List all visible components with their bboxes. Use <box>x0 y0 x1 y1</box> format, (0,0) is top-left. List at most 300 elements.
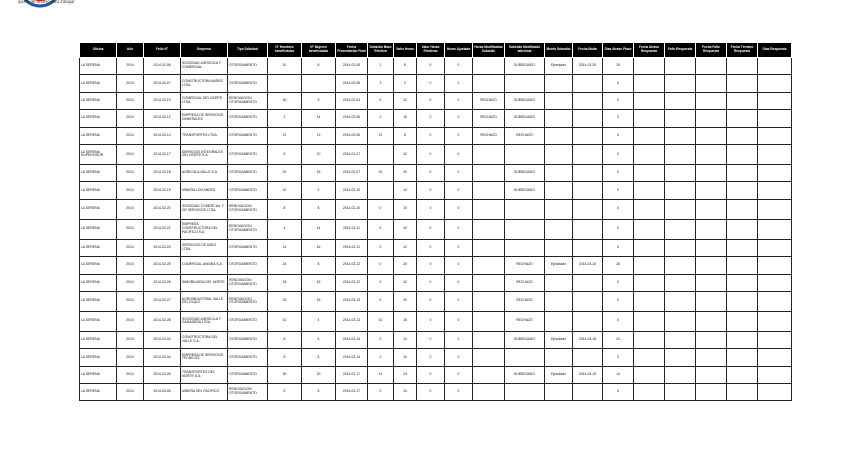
table-cell: SUBSIDIADO <box>505 182 545 199</box>
table-cell: LA SERENA <box>80 366 117 383</box>
table-cell <box>727 291 758 311</box>
table-cell <box>573 92 603 109</box>
table-cell: 0 <box>417 291 445 311</box>
table-cell <box>505 349 545 366</box>
table-cell <box>727 92 758 109</box>
table-cell: 18 <box>268 274 302 291</box>
table-cell: 24 <box>394 366 417 383</box>
table-cell <box>727 199 758 219</box>
table-cell <box>573 127 603 144</box>
table-cell: 32 <box>268 291 302 311</box>
table-cell: 2014-03-03 <box>144 331 181 348</box>
table-cell: 8 <box>302 384 336 401</box>
table-row <box>80 219 792 239</box>
table-cell <box>473 75 505 92</box>
table-cell <box>545 291 573 311</box>
table-cell <box>665 311 696 331</box>
table-cell: 0 <box>445 366 473 383</box>
table-cell <box>665 291 696 311</box>
table-cell: 2014-02-04 <box>336 92 368 109</box>
table-cell: 2014-02-10 <box>144 92 181 109</box>
table-cell <box>727 219 758 239</box>
table-cell <box>696 366 727 383</box>
table-cell <box>473 199 505 219</box>
table-cell: 8 <box>302 349 336 366</box>
table-cell <box>545 311 573 331</box>
table-header-row <box>80 43 792 58</box>
column-header: Días Atraso Plazo <box>603 43 634 58</box>
column-header: Año <box>117 43 144 58</box>
table-cell: 8 <box>394 127 417 144</box>
column-header: Fecha Presentación Final <box>336 43 368 58</box>
table-cell: 2014 <box>117 291 144 311</box>
table-cell <box>727 182 758 199</box>
table-cell <box>505 75 545 92</box>
table-cell <box>634 291 665 311</box>
table-cell <box>302 75 336 92</box>
table-cell: 14 <box>603 366 634 383</box>
table-cell <box>665 349 696 366</box>
table-cell: 40 <box>268 92 302 109</box>
table-cell: 12 <box>394 144 417 164</box>
table-cell: 2014-02-20 <box>573 58 603 75</box>
table-cell <box>368 182 394 199</box>
table-cell <box>727 58 758 75</box>
table-cell: 0 <box>368 291 394 311</box>
table-cell: 2014-02-14 <box>336 349 368 366</box>
table-cell: OTORGAMIENTO <box>228 58 268 75</box>
column-header: Días Respuesta <box>758 43 792 58</box>
table-cell: 0 <box>417 182 445 199</box>
table-cell <box>696 311 727 331</box>
table-row <box>80 127 792 144</box>
table-cell <box>473 144 505 164</box>
table-cell <box>473 239 505 256</box>
table-cell: SUBSIDIADO <box>505 164 545 181</box>
table-cell <box>505 199 545 219</box>
table-cell: 0 <box>417 257 445 274</box>
table-cell <box>696 349 727 366</box>
table-cell <box>545 274 573 291</box>
table-cell <box>665 384 696 401</box>
table-cell <box>634 127 665 144</box>
table-cell <box>634 164 665 181</box>
table-cell: 20 <box>394 291 417 311</box>
table-cell <box>634 219 665 239</box>
table-cell: RENOVACION OTORGAMIENTO <box>228 92 268 109</box>
table-cell: SUBSIDIADO <box>505 331 545 348</box>
table-cell <box>727 239 758 256</box>
table-body <box>80 58 792 401</box>
table-cell: 2014-02-07 <box>336 164 368 181</box>
table-cell: 20 <box>394 257 417 274</box>
table-cell: 20 <box>394 164 417 181</box>
table-cell <box>634 144 665 164</box>
table-cell: 10 <box>268 311 302 331</box>
table-cell: 0 <box>603 144 634 164</box>
table-cell: 2014-02-28 <box>144 311 181 331</box>
table-cell <box>665 110 696 127</box>
table-cell: 2014-02-12 <box>336 257 368 274</box>
table-cell <box>758 164 792 181</box>
table-cell: 10 <box>368 311 394 331</box>
table-cell: 0 <box>445 331 473 348</box>
table-cell <box>634 331 665 348</box>
table-cell: 0 <box>368 199 394 219</box>
table-cell: 0 <box>368 219 394 239</box>
table-cell: 0 <box>368 110 394 127</box>
table-cell <box>545 182 573 199</box>
table-cell <box>696 257 727 274</box>
table-cell: 2014 <box>117 92 144 109</box>
table-cell: 2014-02-14 <box>144 127 181 144</box>
table-cell: EMPRESA DE SERVICIOS GENERALES <box>181 110 228 127</box>
table-cell: OTORGAMIENTO <box>228 144 268 164</box>
table-cell: 2014 <box>117 199 144 219</box>
table-row <box>80 164 792 181</box>
table-cell <box>368 144 394 164</box>
table-cell: 2014 <box>117 75 144 92</box>
table-cell: 14 <box>302 219 336 239</box>
table-cell: 2014 <box>117 366 144 383</box>
table-cell <box>505 219 545 239</box>
table-cell <box>268 75 302 92</box>
table-cell: 2014-02-13 <box>336 291 368 311</box>
table-cell: 0 <box>368 331 394 348</box>
table-cell: 10 <box>394 219 417 239</box>
table-cell: 2014-02-13 <box>336 311 368 331</box>
table-cell: 2014-02-27 <box>144 291 181 311</box>
table-cell: EMPRESA CONSTRUCTORA DEL PACIFICO S.A. <box>181 219 228 239</box>
table-row <box>80 182 792 199</box>
table-cell <box>758 257 792 274</box>
table-cell: LA SERENA <box>80 182 117 199</box>
table-row <box>80 274 792 291</box>
table-cell <box>696 92 727 109</box>
table-cell <box>473 331 505 348</box>
table-cell: 0 <box>417 239 445 256</box>
table-cell: OTORGAMIENTO <box>228 349 268 366</box>
table-cell: RECHAZO <box>473 92 505 109</box>
table-cell <box>545 239 573 256</box>
table-cell: LA SERENA <box>80 239 117 256</box>
table-cell: 0 <box>445 239 473 256</box>
table-cell <box>696 384 727 401</box>
table-cell: CONSTRUCTORA ANDES LTDA. <box>181 75 228 92</box>
table-cell: 2014-03-06 <box>144 384 181 401</box>
table-cell <box>545 219 573 239</box>
table-cell: OTORGAMIENTO <box>228 164 268 181</box>
table-cell: 8 <box>268 331 302 348</box>
table-cell <box>545 199 573 219</box>
table-cell: SUBSIDIADO <box>505 58 545 75</box>
table-cell: 2014-02-07 <box>336 144 368 164</box>
table-cell <box>473 182 505 199</box>
table-cell: 0 <box>603 110 634 127</box>
table-cell: 20 <box>268 164 302 181</box>
table-cell <box>473 366 505 383</box>
table-cell: 0 <box>445 58 473 75</box>
table-cell: 0 <box>417 311 445 331</box>
table-cell: RECHAZO <box>505 311 545 331</box>
table-cell: 2014-02-05 <box>336 58 368 75</box>
table-cell <box>634 366 665 383</box>
table-cell <box>473 219 505 239</box>
table-cell: AGRICOLA VALLE S.A. <box>181 164 228 181</box>
table-cell <box>758 349 792 366</box>
column-header: Fecha Fallo Respuesta <box>696 43 727 58</box>
table-cell: OTORGAMIENTO <box>228 127 268 144</box>
table-cell: 0 <box>417 349 445 366</box>
table-cell <box>758 58 792 75</box>
table-cell <box>505 144 545 164</box>
table-cell: SERVICIOS DE ASEO LTDA. <box>181 239 228 256</box>
table-cell: 0 <box>417 75 445 92</box>
column-header: Horas Ajustada <box>445 43 473 58</box>
table-cell: SUBSIDIADO <box>505 110 545 127</box>
table-cell: 0 <box>445 199 473 219</box>
table-cell <box>696 182 727 199</box>
table-cell <box>727 274 758 291</box>
table-cell: 6 <box>302 331 336 348</box>
table-cell <box>727 127 758 144</box>
table-cell: 5 <box>268 384 302 401</box>
table-cell <box>634 92 665 109</box>
table-cell: LA SERENA <box>80 349 117 366</box>
table-cell <box>758 92 792 109</box>
table-cell: SUBSIDIADO <box>505 92 545 109</box>
table-cell: LA SERENA <box>80 127 117 144</box>
table-cell: 2014 <box>117 239 144 256</box>
table-cell: 2014-02-24 <box>144 239 181 256</box>
table-cell: 2014-02-25 <box>144 257 181 274</box>
table-cell: 0 <box>445 311 473 331</box>
table-cell <box>696 219 727 239</box>
table-cell <box>634 311 665 331</box>
column-header: Folio N° <box>144 43 181 58</box>
table-cell: 8 <box>268 199 302 219</box>
table-cell: 4 <box>268 219 302 239</box>
table-cell <box>573 219 603 239</box>
table-cell: 14 <box>302 110 336 127</box>
column-header: Valor Horas Efectivas <box>417 43 445 58</box>
table-cell: 2014-02-18 <box>144 164 181 181</box>
table-cell: 10 <box>394 199 417 219</box>
table-cell <box>573 239 603 256</box>
table-cell: 1 <box>368 58 394 75</box>
table-cell: 6 <box>268 349 302 366</box>
table-cell: RECHAZO <box>473 127 505 144</box>
table-cell: 24 <box>268 257 302 274</box>
table-cell: 0 <box>603 182 634 199</box>
table-cell <box>634 58 665 75</box>
table-cell: 2014-02-12 <box>336 274 368 291</box>
table-cell <box>505 384 545 401</box>
table-cell <box>758 144 792 164</box>
table-cell <box>727 384 758 401</box>
table-row <box>80 110 792 127</box>
table-cell: 0 <box>368 257 394 274</box>
column-header: Valor Horas <box>394 43 417 58</box>
table-cell <box>665 75 696 92</box>
table-cell: Ejecutado <box>545 257 573 274</box>
table-cell: SOCIEDAD AGRICOLA Y GANADERA LTDA. <box>181 311 228 331</box>
table-cell: 2014 <box>117 331 144 348</box>
column-header: N° Hombres beneficiados <box>268 43 302 58</box>
table-cell: 1 <box>268 110 302 127</box>
table-cell: 15 <box>302 274 336 291</box>
table-cell <box>758 311 792 331</box>
table-cell <box>696 239 727 256</box>
table-cell: 0 <box>445 219 473 239</box>
table-cell: 0 <box>417 110 445 127</box>
table-cell: 0 <box>417 219 445 239</box>
table-cell: 13 <box>302 127 336 144</box>
table-cell: 0 <box>445 164 473 181</box>
table-cell: LA SERENA <box>80 75 117 92</box>
table-cell: LA SERENA <box>80 164 117 181</box>
table-cell <box>634 182 665 199</box>
table-cell <box>727 257 758 274</box>
table-cell <box>573 182 603 199</box>
table-cell: 2014-02-10 <box>336 182 368 199</box>
table-cell: 12 <box>394 274 417 291</box>
column-header: Subsidio Modificado adicional <box>505 43 545 58</box>
table-cell: 0 <box>445 92 473 109</box>
table-cell <box>696 164 727 181</box>
table-cell <box>696 274 727 291</box>
table-cell: 2014 <box>117 384 144 401</box>
table-cell: 0 <box>603 164 634 181</box>
table-cell <box>573 199 603 219</box>
table-cell <box>665 257 696 274</box>
table-cell <box>696 291 727 311</box>
table-cell: 14 <box>268 239 302 256</box>
table-cell: RENOVACION OTORGAMIENTO <box>228 384 268 401</box>
table-cell <box>573 164 603 181</box>
table-cell: 12 <box>394 331 417 348</box>
table-cell <box>665 144 696 164</box>
table-cell: 0 <box>445 291 473 311</box>
table-cell <box>665 199 696 219</box>
table-cell: 8 <box>302 199 336 219</box>
column-header: Horas Modificadas Subsidio <box>473 43 505 58</box>
table-cell: 0 <box>368 92 394 109</box>
table-cell <box>696 110 727 127</box>
table-cell <box>696 127 727 144</box>
table-cell: Ejecutado <box>545 58 573 75</box>
table-cell: COMERCIAL DEL NORTE LTDA. <box>181 92 228 109</box>
table-cell: 0 <box>603 219 634 239</box>
table-cell <box>696 58 727 75</box>
table-cell: 15 <box>603 58 634 75</box>
column-header: Fecha Multa <box>573 43 603 58</box>
table-cell <box>758 291 792 311</box>
table-cell: 10 <box>368 164 394 181</box>
table-cell <box>696 331 727 348</box>
table-row <box>80 199 792 219</box>
table-row <box>80 349 792 366</box>
table-cell: 12 <box>268 127 302 144</box>
table-cell <box>758 182 792 199</box>
table-cell: 0 <box>417 92 445 109</box>
table-cell: 2014-02-10 <box>336 199 368 219</box>
table-cell: LA SERENA <box>80 274 117 291</box>
table-cell: LA SERENA <box>80 311 117 331</box>
table-cell: 12 <box>368 366 394 383</box>
table-cell: 2014-02-11 <box>336 239 368 256</box>
table-cell: 2014-02-07 <box>144 75 181 92</box>
table-cell: 2014-03-10 <box>573 257 603 274</box>
table-cell: LA SERENA <box>80 331 117 348</box>
table-cell: 10 <box>394 349 417 366</box>
table-cell: RENOVACION OTORGAMIENTO <box>228 219 268 239</box>
table-cell: 0 <box>417 366 445 383</box>
table-cell: 2014-02-17 <box>336 366 368 383</box>
table-cell: 2014 <box>117 144 144 164</box>
table-cell <box>758 75 792 92</box>
table-cell: 0 <box>445 257 473 274</box>
table-cell <box>665 331 696 348</box>
table-row <box>80 257 792 274</box>
table-cell: 2014-02-21 <box>144 219 181 239</box>
table-cell: LA SERENA <box>80 110 117 127</box>
table-row <box>80 58 792 75</box>
table-cell: SUBSIDIADO <box>505 366 545 383</box>
table-cell: OTORGAMIENTO <box>228 257 268 274</box>
table-cell: TRANSPORTES DEL NORTE S.A. <box>181 366 228 383</box>
table-cell: 0 <box>603 127 634 144</box>
table-cell: 2014-02-06 <box>336 127 368 144</box>
table-row <box>80 75 792 92</box>
ministry-logo <box>14 0 75 14</box>
table-cell: 2014-02-17 <box>144 144 181 164</box>
table-cell: EMPRESA DE SERVICIOS TECNICOS <box>181 349 228 366</box>
table-cell: 0 <box>417 384 445 401</box>
column-header: Monto Subsidio <box>545 43 573 58</box>
table-cell <box>545 144 573 164</box>
table-cell <box>758 366 792 383</box>
table-cell: INMOBILIARIA DEL NORTE <box>181 274 228 291</box>
table-cell <box>696 199 727 219</box>
table-cell: 8 <box>302 58 336 75</box>
table-cell: 15 <box>302 291 336 311</box>
table-cell: 2014-02-20 <box>144 199 181 219</box>
table-cell: LA SERENA <box>80 291 117 311</box>
table-cell: 0 <box>445 182 473 199</box>
table-cell: 15 <box>394 311 417 331</box>
table-cell: SOCIEDAD COMERCIAL Y DE SERVICIOS LTDA. <box>181 199 228 219</box>
table-cell: 10 <box>268 58 302 75</box>
table-row <box>80 291 792 311</box>
table-cell <box>665 92 696 109</box>
table-cell: 0 <box>417 164 445 181</box>
table-cell: 5 <box>268 144 302 164</box>
table-cell: 2014 <box>117 127 144 144</box>
table-cell: 2014 <box>117 311 144 331</box>
table-cell: 2014-03-19 <box>573 366 603 383</box>
column-header: Fecha Término Respuesta <box>727 43 758 58</box>
table-cell: RENOVACION OTORGAMIENTO <box>228 274 268 291</box>
table-cell: 2014 <box>117 257 144 274</box>
table-cell <box>473 291 505 311</box>
table-cell: RENOVACION OTORGAMIENTO <box>228 291 268 311</box>
table-cell: 2014 <box>117 349 144 366</box>
table-cell <box>573 274 603 291</box>
table-cell <box>665 274 696 291</box>
table-cell <box>634 274 665 291</box>
table-cell: 2014-02-06 <box>336 110 368 127</box>
